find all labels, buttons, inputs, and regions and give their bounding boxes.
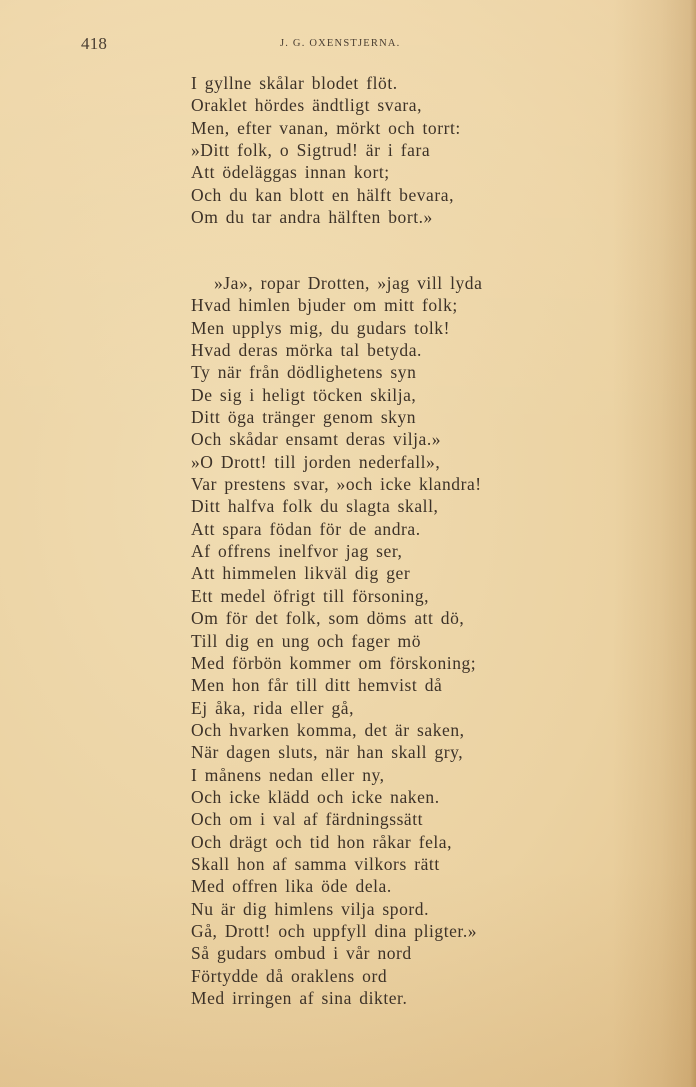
verse-line: Och hvarken komma, det är saken, [191,719,465,740]
verse-line: Och du kan blott en hälft bevara, [191,184,454,205]
verse-line: Af offrens inelfvor jag ser, [191,541,403,562]
verse-line: Till dig en ung och fager mö [191,630,422,651]
page-number: 418 [81,34,108,53]
verse-line: Att spara födan för de andra. [191,518,421,539]
stanza-1 [191,72,571,228]
stanza-2 [191,272,571,1009]
verse-line: Och drägt och tid hon råkar fela, [191,831,453,852]
verse-line: I månens nedan eller ny, [191,764,385,785]
page-edge-shadow [690,0,696,1087]
verse-line: Och om i val af färdningssätt [191,809,424,830]
verse-line: Om för det folk, som döms att dö, [191,608,465,629]
verse-line: Att ödeläggas innan kort; [191,162,390,183]
verse-line: Hvad himlen bjuder om mitt folk; [191,295,458,316]
verse-line: Gå, Drott! och uppfyll dina pligter.» [191,920,478,941]
running-head [0,34,696,54]
verse-line-indented: »Ja», ropar Drotten, »jag vill lyda [214,273,483,293]
verse-line: Ditt halfva folk du slagta skall, [191,496,439,517]
running-title: J. G. OXENSTJERNA. [280,38,401,49]
verse-line: Ej åka, rida eller gå, [191,697,354,718]
verse-line: Oraklet hördes ändtligt svara, [191,95,423,116]
verse-line: Men upplys mig, du gudars tolk! [191,317,450,338]
verse-line: Med förbön kommer om förskoning; [191,652,477,673]
verse-line: De sig i heligt töcken skilja, [191,384,417,405]
verse-line: Var prestens svar, »och icke klandra! [191,474,482,495]
verse-line: Men, efter vanan, mörkt och torrt: [191,117,461,138]
verse-line: Om du tar andra hälften bort.» [191,207,433,228]
verse-line: Men hon får till ditt hemvist då [191,675,443,696]
verse-line: Så gudars ombud i vår nord [191,943,412,964]
verse-line: »Ditt folk, o Sigtrud! är i fara [191,140,431,161]
verse-line: Hvad deras mörka tal betyda. [191,340,422,361]
verse-line: Och icke klädd och icke naken. [191,786,440,807]
verse-line: Med offren lika öde dela. [191,876,392,897]
verse-line: I gyllne skålar blodet flöt. [191,73,398,93]
verse-line: Nu är dig himlens vilja spord. [191,898,429,919]
verse-line: »O Drott! till jorden nederfall», [191,451,441,472]
verse-line: Med irringen af sina dikter. [191,988,408,1008]
verse-line: Att himmelen likväl dig ger [191,563,411,584]
verse-line: Ty när från dödlighetens syn [191,362,417,383]
verse-line: Och skådar ensamt deras vilja.» [191,429,442,450]
verse-line: Skall hon af samma vilkors rätt [191,853,440,874]
verse-line: Förtydde då oraklens ord [191,965,388,986]
verse-line: Ditt öga tränger genom skyn [191,407,417,428]
verse-line: När dagen sluts, när han skall gry, [191,742,464,763]
verse-line: Ett medel öfrigt till försoning, [191,585,430,606]
